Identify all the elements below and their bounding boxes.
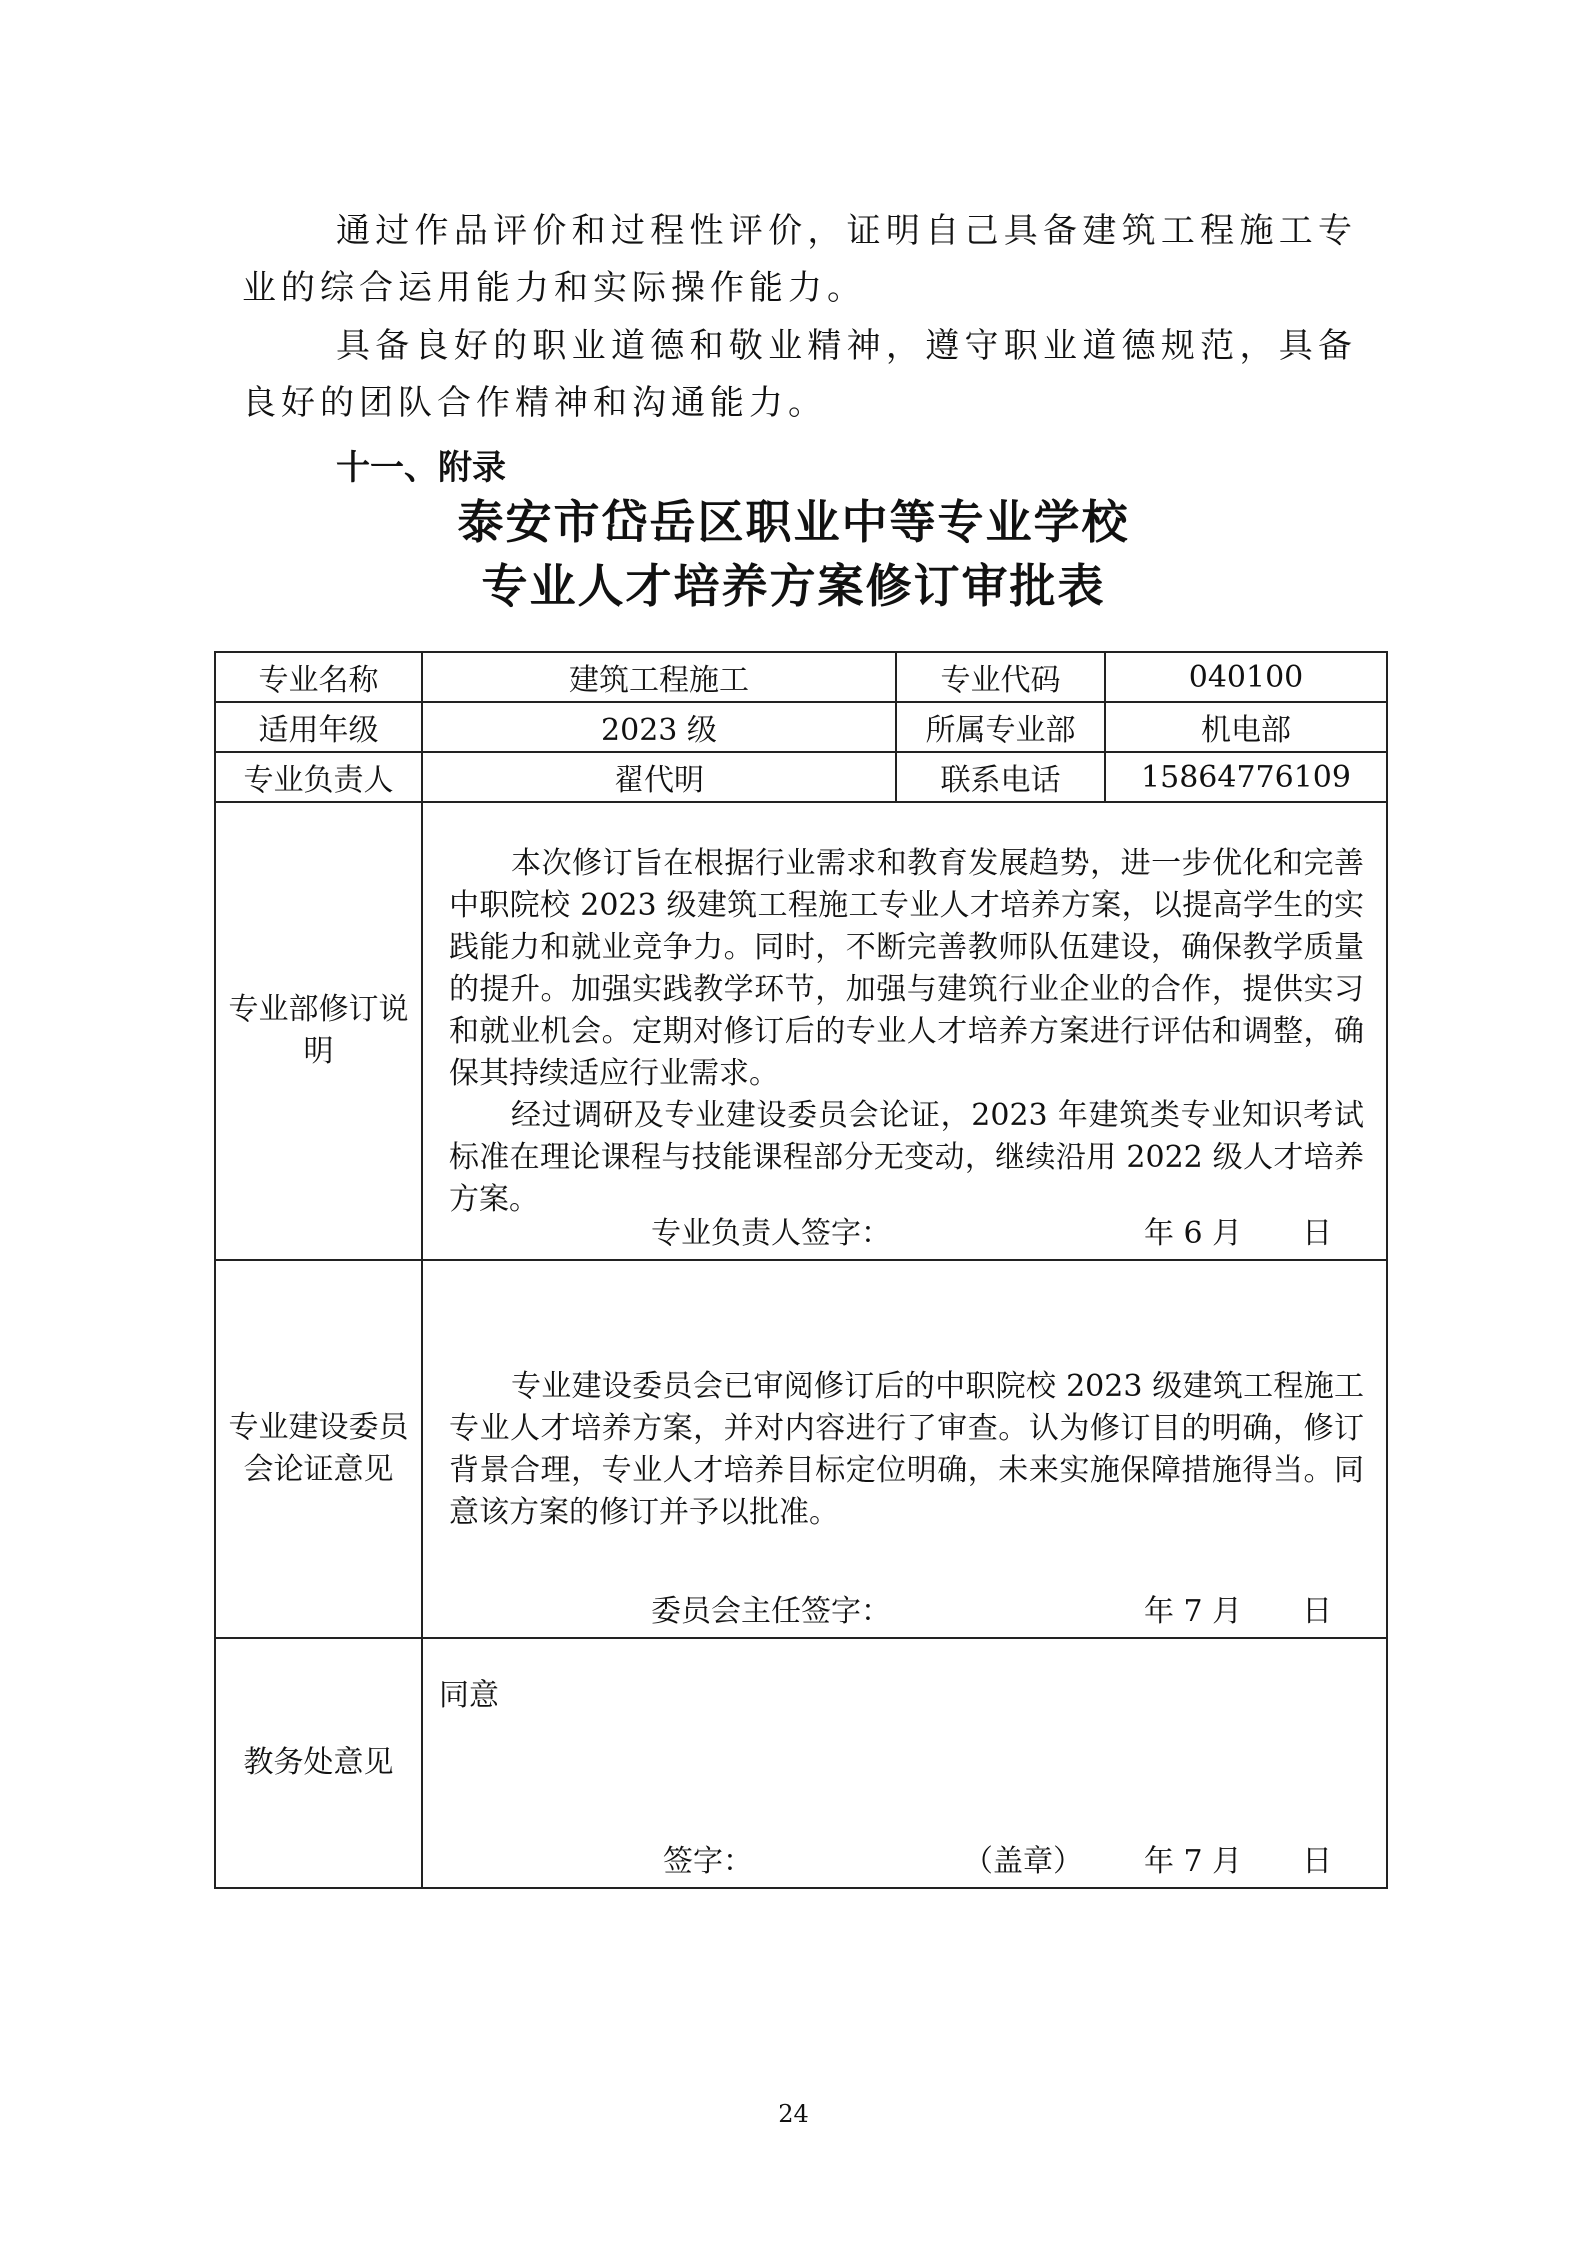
phone-label: 联系电话: [896, 752, 1105, 802]
grade-label: 适用年级: [215, 702, 422, 752]
committee-date: 年 7 月 日: [1144, 1594, 1333, 1629]
table-row: [215, 802, 1387, 1260]
committee-label-text: 专业建设委员会论证意见: [228, 1410, 409, 1487]
revision-date: 年 6 月 日: [1144, 1216, 1333, 1251]
major-label: 专业名称: [215, 652, 422, 702]
revision-cell: [422, 802, 1387, 1260]
committee-cell: [422, 1260, 1387, 1638]
section-heading: 十一、附录: [336, 448, 506, 488]
revision-label: [215, 802, 422, 1260]
phone-value: 15864776109: [1105, 752, 1387, 802]
revision-paragraph-1: 本次修订旨在根据行业需求和教育发展趋势，进一步优化和完善中职院校 2023 级建筑工程施工专业人才培养方案，以提高学生的实践能力和就业竞争力。同时，不断完善教师队伍建设，确保教学质量的提升。加强实践教学环节，加强与建筑行业企业的合作，提供实习和就业机会。定期对修订后的专业人才培养方案进行评估和调整，确保其持续适应行业需求。: [449, 846, 1364, 1091]
academic-signature-label: 签字：: [663, 1844, 753, 1879]
form-title-line-1: 泰安市岱岳区职业中等专业学校: [457, 495, 1130, 549]
leader-label: 专业负责人: [215, 752, 422, 802]
table-row: [215, 752, 1387, 802]
page-number: 24: [778, 2100, 809, 2128]
approval-form-table: [214, 651, 1388, 1889]
code-value: 040100: [1105, 652, 1387, 702]
academic-label-text: 教务处意见: [243, 1745, 394, 1780]
table-row: [215, 652, 1387, 702]
leader-value: 翟代明: [422, 752, 896, 802]
revision-signature-label: 专业负责人签字：: [651, 1216, 891, 1251]
academic-date: 年 7 月 日: [1144, 1844, 1333, 1879]
code-label: 专业代码: [896, 652, 1105, 702]
committee-label: [215, 1260, 422, 1638]
dept-value: 机电部: [1105, 702, 1387, 752]
revision-paragraph-2: 经过调研及专业建设委员会论证，2023 年建筑类专业知识考试标准在理论课程与技能课程部分无变动，继续沿用 2022 级人才培养方案。: [449, 1098, 1364, 1217]
intro-paragraph-2: 具备良好的职业道德和敬业精神，遵守职业道德规范，具备良好的团队合作精神和沟通能力。: [242, 326, 1357, 423]
academic-stamp-label: （盖章）: [963, 1844, 1083, 1879]
committee-signature-label: 委员会主任签字：: [651, 1594, 891, 1629]
intro-paragraph-1: 通过作品评价和过程性评价，证明自己具备建筑工程施工专业的综合运用能力和实际操作能力。: [242, 211, 1357, 308]
table-row: [215, 1638, 1387, 1888]
revision-label-text: 专业部修订说明: [228, 992, 409, 1069]
academic-opinion: 同意: [439, 1678, 499, 1713]
committee-paragraph-1: 专业建设委员会已审阅修订后的中职院校 2023 级建筑工程施工专业人才培养方案，并对内容进行了审查。认为修订目的明确，修订背景合理，专业人才培养目标定位明确，未来实施保障措施得当。同意该方案的修订并予以批准。: [449, 1369, 1364, 1530]
form-title-line-2: 专业人才培养方案修订审批表: [481, 559, 1106, 613]
table-row: [215, 1260, 1387, 1638]
dept-label: 所属专业部: [896, 702, 1105, 752]
table-row: [215, 702, 1387, 752]
grade-value: 2023 级: [422, 702, 896, 752]
academic-cell: [422, 1638, 1387, 1888]
major-value: 建筑工程施工: [422, 652, 896, 702]
academic-label: [215, 1638, 422, 1888]
